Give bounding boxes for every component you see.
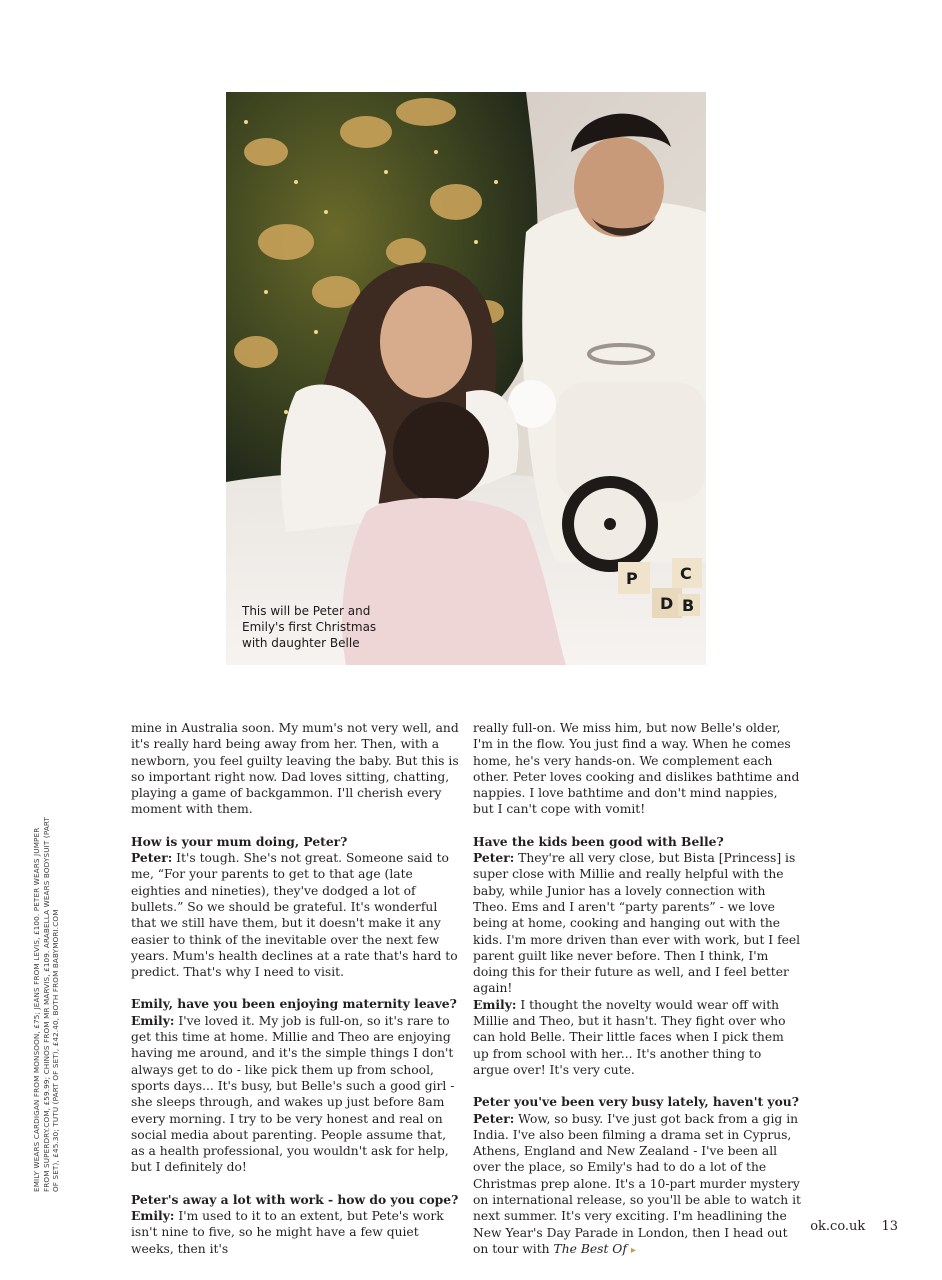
page-footer [810,1219,898,1234]
fashion-credits: EMILY WEARS CARDIGAN FROM MONSOON, £75; JEANS FROM LEVIS, £100. PETER WEARS JUMPER FROM SUPERDRY.COM, £59.99; CHINOS FROM MR MARVIS, £109. ARABELLA WEARS BODYSUIT (PART OF SET), £45.30; TUTU (PART OF SET), £42.40, BOTH FROM BABYMORI.COM [32,816,60,1192]
question-heading: Peter you've been very busy lately, haven't you? [473,1094,799,1110]
caption-line-1: This will be Peter and [242,604,371,618]
speaker-label: Emily: [473,996,517,1012]
question-heading: Have the kids been good with Belle? [473,833,724,849]
block-letter-b: B [682,596,695,615]
continue-arrow-icon: ▸ [630,1244,636,1256]
question-heading: Emily, have you been enjoying maternity leave? [131,996,457,1012]
site-url: ok.co.uk [810,1219,866,1234]
speaker-label: Emily: [131,1208,175,1224]
page-number: 13 [881,1219,898,1234]
block-letter-d: D [660,594,674,613]
answer-text: I've loved it. My job is full-on, so it's rare to get this time at home. Millie and Theo are enjoying having me around, and it's the simple things I don't always get to do - like pick them up from school, sports days... It's busy, but Belle's such a good girl - she sleeps through, and wakes up just before 8am every morning. I try to be very honest and real on social media about parenting. People assume that, as a health professional, you wouldn't ask for help, but I definitely do! [131,1013,455,1175]
caption-line-3: with daughter Belle [242,636,360,650]
qa-block [131,1192,459,1257]
speaker-label: Peter: [473,1110,515,1126]
speaker-label: Peter: [473,850,515,866]
speaker-label: Peter: [131,850,173,866]
block-letter-p: P [626,569,638,588]
qa-block [473,834,801,1078]
qa-block [131,834,459,981]
block-letter-c: C [680,564,692,583]
answer-text: It's tough. She's not great. Someone said to me, “For your parents to get to that age (late eighties and nineties), they've dodged a lot of bullets.” So we should be grateful. It's wonderful that we still have them, but it doesn't make it any easier to think of the inevitable over the next few years. Mum's health declines at a rate that's hard to predict. That's why I need to visit. [131,851,458,980]
caption-line-2: Emily's first Christmas [242,620,377,634]
photo-caption [242,603,392,651]
qa-block [131,996,459,1175]
question-heading: Peter's away a lot with work - how do you cope? [131,1191,459,1207]
question-heading: How is your mum doing, Peter? [131,833,348,849]
answer-text: Wow, so busy. I've just got back from a gig in India. I've also been filming a drama set in Cyprus, Athens, England and New Zealand - I've been all over the place, so Emily's had to do a lot of the Christmas prep alone. It's a 10-part murder mystery on international release, so you'll be able to watch it next summer. It's very exciting. I'm headlining the New Year's Day Parade in London, then I head out on tour with [473,1111,801,1256]
left-intro: mine in Australia soon. My mum's not very well, and it's really hard being away from her. Then, with a newborn, you feel guilty leaving the baby. But this is so important right now. Dad loves sitting, chatting, playing a game of backgammon. I'll cherish every moment with them. [131,721,459,817]
answer-text: I thought the novelty would wear off with Millie and Theo, but it hasn't. They fight over who can hold Belle. Their little faces when I pick them up from school with her... It's another thing to argue over! It's very cute. [473,997,786,1077]
answer-text: I'm used to it to an extent, but Pete's work isn't nine to five, so he might have a few quiet weeks, then it's [131,1209,444,1256]
right-intro: really full-on. We miss him, but now Belle's older, I'm in the flow. You just find a way. When he comes home, he's very hands-on. We complement each other. Peter loves cooking and dislikes bathtime and nappies. I love bathtime and don't mind nappies, but I can't cope with vomit! [473,721,800,817]
qa-block [473,1094,801,1259]
show-title: The Best Of [553,1241,627,1256]
family-christmas-photo [226,92,706,665]
left-column [131,720,459,1273]
speaker-label: Emily: [131,1012,175,1028]
answer-text: They're all very close, but Bista [Princess] is super close with Millie and really helpful with the baby, while Junior has a lovely connection with Theo. Ems and I aren't “party parents” - we love being at home, cooking and hanging out with the kids. I'm more driven than ever with work, but I feel parent guilt like never before. Then I think, I'm doing this for their future as well, and I feel better again! [473,851,801,996]
right-column [473,720,801,1275]
